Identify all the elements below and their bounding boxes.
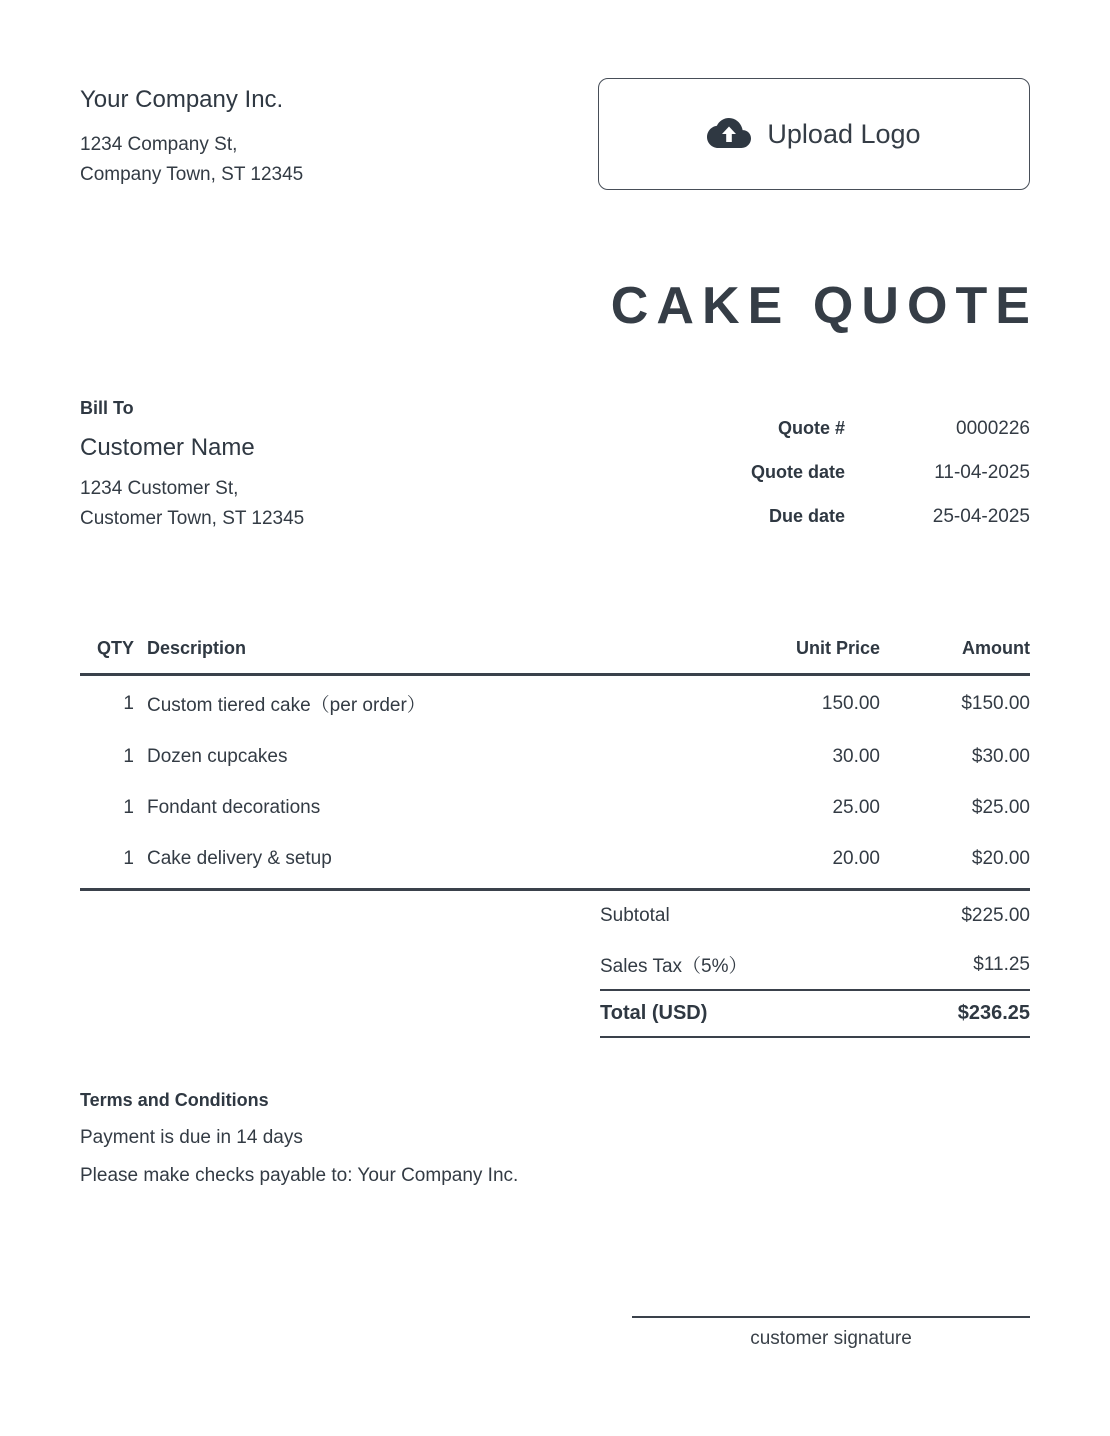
item-amount: $25.00 <box>971 797 1030 818</box>
item-amount: $30.00 <box>971 746 1030 767</box>
table-row <box>80 675 1030 733</box>
terms-heading: Terms and Conditions <box>80 1090 269 1110</box>
items-table-body <box>80 675 1030 886</box>
customer-signature-label: customer signature <box>750 1328 912 1349</box>
description-header: Description <box>134 638 760 675</box>
cloud-upload-icon <box>707 118 751 150</box>
company-address <box>80 130 303 190</box>
amount-header: Amount <box>880 638 1030 675</box>
totals-section <box>600 891 1030 1038</box>
items-table-header <box>80 638 1030 675</box>
due-date-value: 25-04-2025 <box>932 506 1030 527</box>
quote-date-row <box>751 462 1030 506</box>
item-description: Custom tiered cake（per order） <box>147 695 426 716</box>
qty-header: QTY <box>80 638 134 675</box>
sales-tax-label: Sales Tax（5%） <box>600 956 748 977</box>
quote-date-value: 11-04-2025 <box>934 462 1030 483</box>
item-description: Cake delivery & setup <box>147 848 332 869</box>
item-description: Dozen cupcakes <box>147 746 288 767</box>
total-label: Total (USD) <box>600 1002 708 1024</box>
company-info <box>80 78 303 190</box>
document-header <box>80 78 1030 190</box>
total-row <box>600 989 1030 1038</box>
terms-line2: Please make checks payable to: Your Company Inc. <box>80 1165 519 1186</box>
company-name: Your Company Inc. <box>80 86 284 113</box>
total-value: $236.25 <box>957 1002 1030 1024</box>
item-qty: 1 <box>123 746 134 767</box>
quote-number-label: Quote # <box>777 418 845 438</box>
subtotal-row <box>600 891 1030 940</box>
item-unit-price: 150.00 <box>821 692 880 714</box>
customer-name: Customer Name <box>80 434 255 461</box>
quote-date-label: Quote date <box>750 462 845 482</box>
subtotal-label: Subtotal <box>600 904 670 926</box>
item-unit-price: 25.00 <box>832 797 880 818</box>
upload-logo-label: Upload Logo <box>767 118 921 149</box>
customer-address-line1: 1234 Customer St, <box>80 478 239 499</box>
sales-tax-row <box>600 940 1030 989</box>
upload-logo-button[interactable] <box>598 78 1030 190</box>
item-qty: 1 <box>123 848 134 869</box>
item-unit-price: 20.00 <box>832 848 880 869</box>
item-amount: $150.00 <box>961 692 1030 714</box>
item-qty: 1 <box>123 797 134 818</box>
item-unit-price: 30.00 <box>832 746 880 767</box>
bill-to-label: Bill To <box>80 398 134 418</box>
terms-section <box>80 1090 1030 1187</box>
customer-address-line2: Customer Town, ST 12345 <box>80 508 305 529</box>
item-qty: 1 <box>123 692 134 714</box>
unit-price-header: Unit Price <box>760 638 880 675</box>
item-amount: $20.00 <box>971 848 1030 869</box>
quote-meta-section <box>751 418 1030 550</box>
document-title: CAKE QUOTE <box>610 277 1039 335</box>
signature-section <box>632 1316 1030 1350</box>
company-address-line2: Company Town, ST 12345 <box>80 164 304 185</box>
table-row <box>80 783 1030 834</box>
info-section <box>80 398 1030 550</box>
table-row <box>80 834 1030 885</box>
table-row <box>80 732 1030 783</box>
sales-tax-value: $11.25 <box>973 953 1030 975</box>
quote-number-value: 0000226 <box>956 418 1030 439</box>
customer-address <box>80 474 304 534</box>
company-address-line1: 1234 Company St, <box>80 134 238 155</box>
subtotal-value: $225.00 <box>961 904 1030 926</box>
bill-to-section <box>80 398 304 550</box>
due-date-label: Due date <box>768 506 845 526</box>
quote-number-row <box>751 418 1030 462</box>
due-date-row <box>751 506 1030 550</box>
terms-line1: Payment is due in 14 days <box>80 1127 303 1148</box>
item-description: Fondant decorations <box>147 797 321 818</box>
items-table <box>80 638 1030 885</box>
